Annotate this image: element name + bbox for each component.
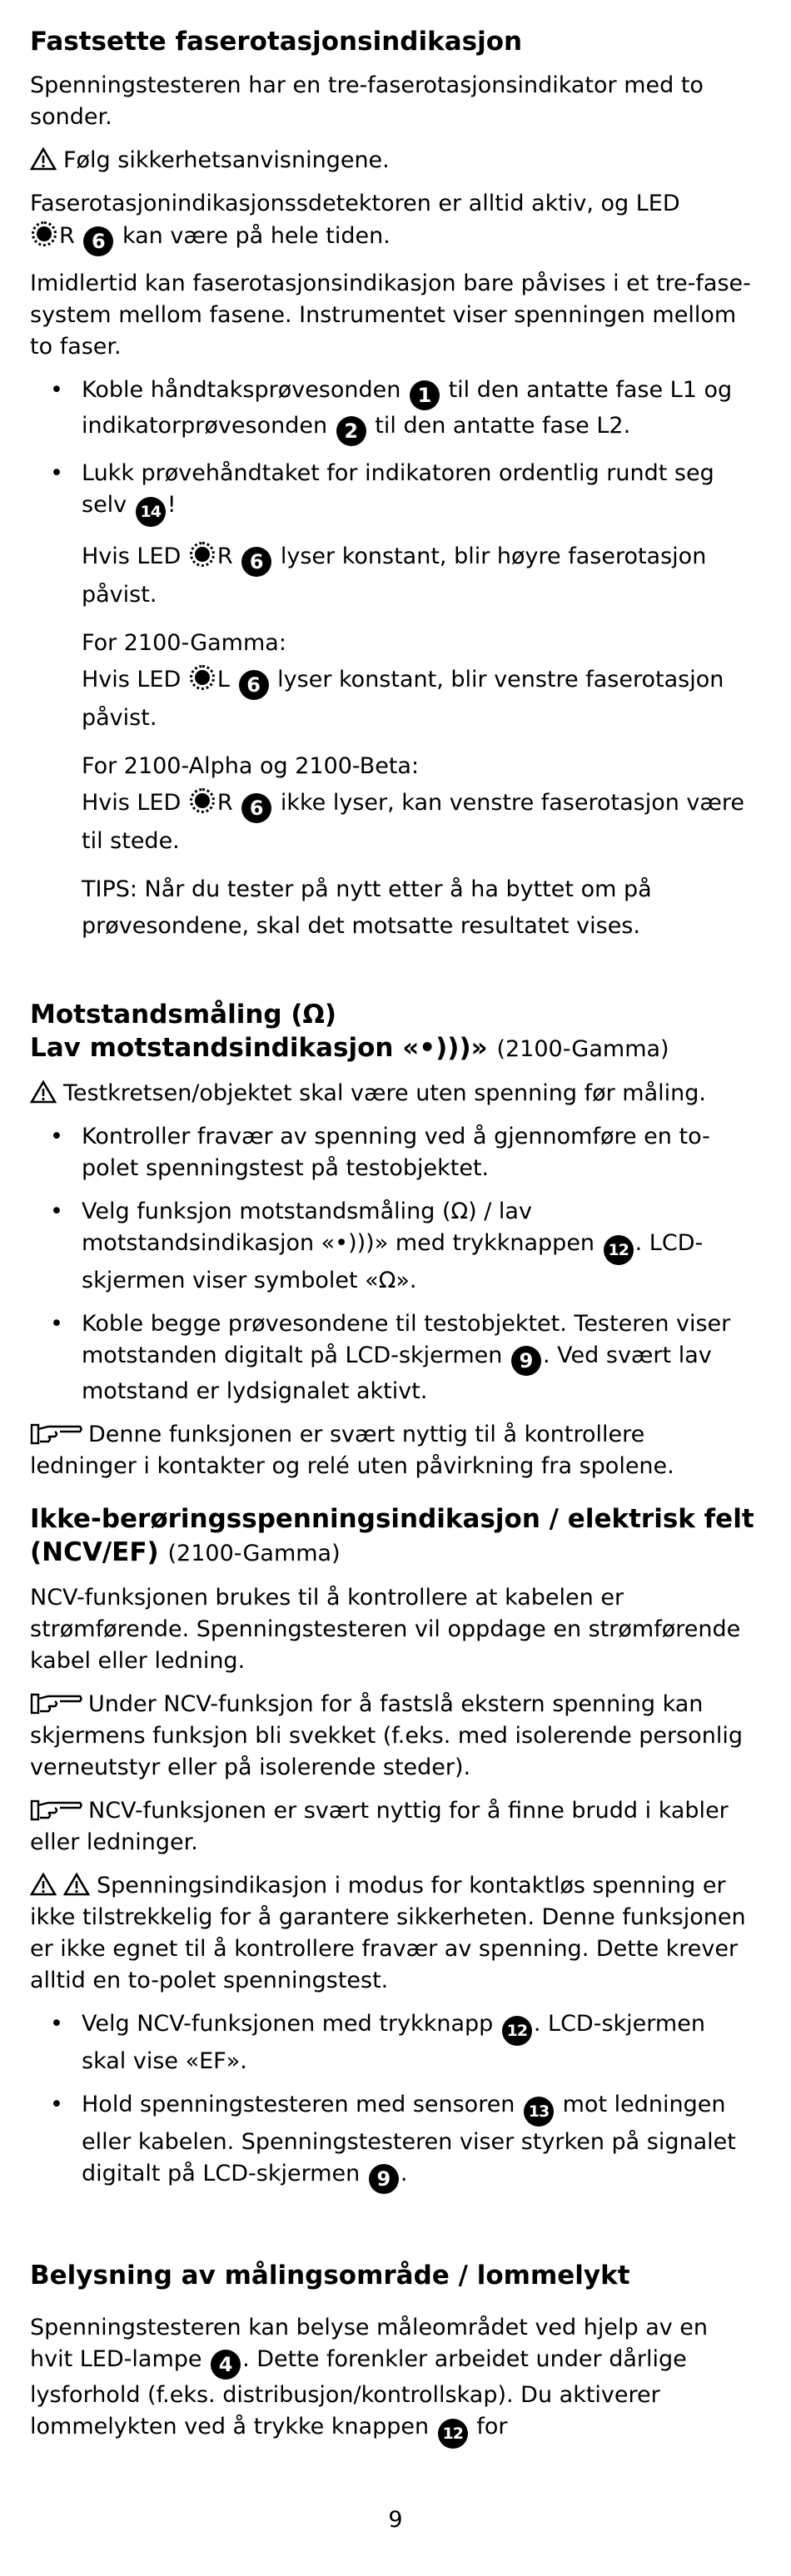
list-item: • Velg funksjon motstandsmåling (Ω) / lav motstandsindikasjon «•)))» med trykknappen 12 . LCD-skjermen viser symbolet «Ω». [30,1196,754,1297]
manual-page [30,25,754,2449]
warning-line: Spenningsindikasjon i modus for kontaktløs spenning er ikke tilstrekkelig for å garantere sikkerheten. Denne funksjonen er ikke egnet til å kontrollere fravær av spenning. Dette krever alltid en to-polet spenningstest. [30,1873,746,1993]
warning-line: Følg sikkerhetsanvisningene. [30,145,754,176]
list-item: • Lukk prøvehåndtaket for indikatoren ordentlig rundt seg selv 14 ! [30,458,754,527]
pointing-hand-icon [30,1422,83,1446]
paragraph: Faserotasjonindikasjonssdetektoren er alltid aktiv, og LED R 6 kan være på hele tiden. [30,188,754,256]
led-icon [30,220,58,248]
bullet-list [30,1121,754,1407]
section-title-flashlight: Belysning av målingsområde / lommelykt [30,2261,630,2291]
ref-number-badge: 6 [239,670,269,700]
indented-paragraph: Hvis LED R 6 lyser konstant, blir høyre faserotasjon påvist. [30,539,754,613]
list-item: • Velg NCV-funksjonen med trykknapp 12 . LCD-skjermen skal vise «EF». [30,2008,754,2077]
paragraph: NCV-funksjonen brukes til å kontrollere at kabelen er strømførende. Spenningstesteren vil oppdage en strømførende kabel eller ledning. [30,1585,741,1674]
ref-number-badge: 12 [502,2016,532,2046]
led-icon [188,663,216,692]
ref-number-badge: 2 [336,416,366,446]
list-item: • Koble begge prøvesondene til testobjektet. Testeren viser motstanden digitalt på LCD-skjermen 9 . Ved svært lav motstand er lydsignalet aktivt. [30,1308,754,1407]
ref-number-badge: 12 [604,1235,634,1265]
list-item: • Koble håndtaksprøvesonden 1 til den antatte fase L1 og indikatorprøvesonden 2 til den antatte fase L2. [30,375,754,446]
section-title-phase-rotation: Fastsette faserotasjonsindikasjon [30,27,523,57]
ref-number-badge: 6 [241,793,271,823]
indented-paragraph: For 2100-Alpha og 2100-Beta: Hvis LED R 6 ikke lyser, kan venstre faserotasjon være til stede. [82,753,745,854]
list-item: • Hold spenningstesteren med sensoren 13 mot ledningen eller kabelen. Spenningstesteren viser styrken på signalet digitalt på LCD-skjermen 9 . [30,2089,754,2194]
ref-number-badge: 6 [241,547,271,577]
led-icon [188,787,216,815]
paragraph: Spenningstesteren har en tre-faserotasjonsindikator med to sonder. [30,72,704,130]
list-item: • Kontroller fravær av spenning ved å gjennomføre en to-polet spenningstest på testobjektet. [30,1121,754,1184]
warning-icon [30,1873,57,1896]
warning-line: Testkretsen/objektet skal være uten spenning før måling. [30,1078,754,1109]
ref-number-badge: 6 [83,226,113,256]
ref-number-badge: 14 [136,497,166,527]
pointing-hand-icon [30,1799,83,1822]
bullet-list [30,375,754,527]
ref-number-badge: 12 [438,2419,468,2449]
ref-number-badge: 9 [511,1346,541,1376]
ref-number-badge: 9 [369,2164,399,2194]
paragraph: Spenningstesteren kan belyse måleområdet ved hjelp av en hvit LED-lampe 4 . Dette forenkler arbeidet under dårlige lysforhold (f.eks. distribusjon/kontrollskap). Du aktiverer lommelykten ved å trykke knappen 12 for [30,2312,754,2449]
warning-icon [30,1080,57,1104]
indented-paragraph: For 2100-Gamma: Hvis LED L 6 lyser konstant, blir venstre faserotasjon påvist. [82,630,724,731]
note-line: Under NCV-funksjon for å fastslå ekstern spenning kan skjermens funksjon bli svekket (f.eks. med isolerende personlig verneutstyr eller på isolerende steder). [30,1691,743,1780]
warning-icon [30,147,57,171]
bullet-list [30,2008,754,2194]
page-number: 9 [388,2507,403,2533]
paragraph: Imidlertid kan faserotasjonsindikasjon bare påvises i et tre-fase-system mellom fasene. Instrumentet viser spenningen mellom to faser. [30,271,751,360]
ref-number-badge: 4 [211,2350,241,2380]
warning-icon [63,1873,90,1896]
ref-number-badge: 1 [410,380,440,410]
tips-paragraph: TIPS: Når du tester på nytt etter å ha byttet om på prøvesondene, skal det motsatte resultatet vises. [82,876,652,939]
section-title-ncv: Ikke-berøringsspenningsindikasjon / elektrisk felt (NCV/EF) (2100-Gamma) [30,1504,754,1567]
pointing-hand-icon [30,1692,83,1715]
ref-number-badge: 13 [524,2097,554,2127]
note-line: NCV-funksjonen er svært nyttig for å finne brudd i kabler eller ledninger. [30,1798,729,1855]
led-icon [188,540,216,568]
note-line: Denne funksjonen er svært nyttig til å kontrollere ledninger i kontakter og relé uten påvirkning fra spolene. [30,1422,674,1479]
section-title-resistance: Motstandsmåling (Ω) Lav motstandsindikasjon «•)))» (2100-Gamma) [30,1000,669,1063]
